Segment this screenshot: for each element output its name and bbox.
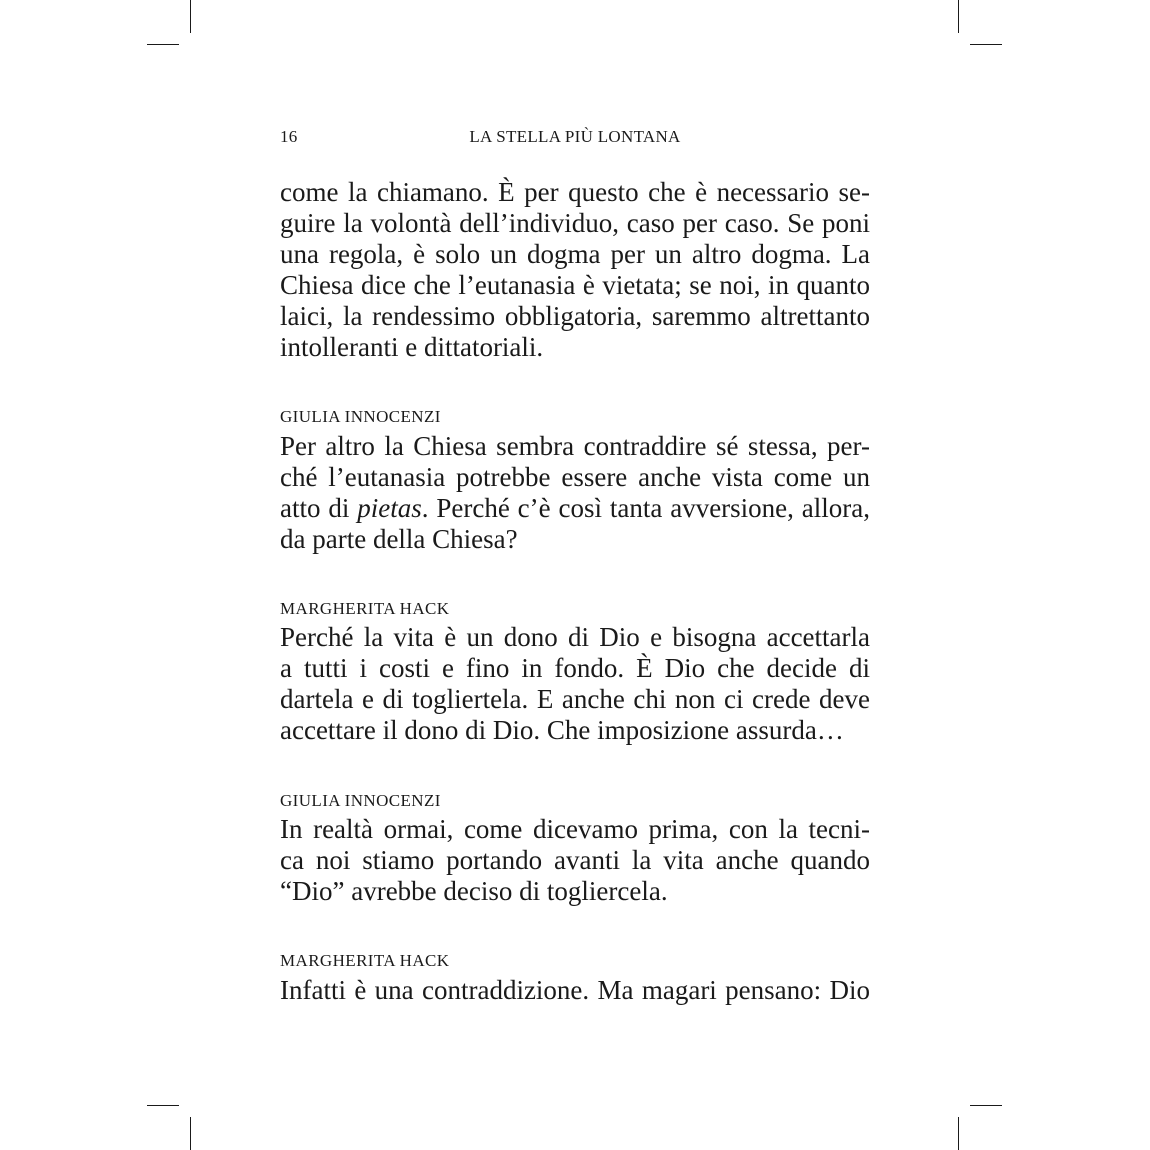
paragraph-line: ché l’eutanasia potrebbe essere anche vista come un <box>280 462 870 492</box>
paragraph-line: Perché la vita è un dono di Dio e bisogna accettarla <box>280 622 870 652</box>
paragraph-line: a tutti i costi e fino in fondo. È Dio che decide di <box>280 653 870 683</box>
paragraph-continuation <box>280 177 870 363</box>
speaker-paragraph <box>280 975 870 1006</box>
paragraph-line: Per altro la Chiesa sembra contraddire sé stessa, per- <box>280 431 870 461</box>
speaker-paragraph <box>280 431 870 555</box>
running-title: LA STELLA PIÙ LONTANA <box>469 127 681 146</box>
speaker-paragraph <box>280 814 870 907</box>
paragraph-line: “Dio” avrebbe deciso di togliercela. <box>280 876 668 906</box>
speaker-label: GIULIA INNOCENZI <box>280 791 441 810</box>
crop-mark-top-left-vertical <box>190 0 191 33</box>
speaker-label: GIULIA INNOCENZI <box>280 407 441 426</box>
paragraph-line: dartela e di togliertela. E anche chi non ci crede deve <box>280 684 870 714</box>
paragraph-line: Infatti è una contraddizione. Ma magari pensano: Dio <box>280 975 870 1005</box>
paragraph-line: accettare il dono di Dio. Che imposizione assurda… <box>280 715 844 745</box>
paragraph-line: come la chiamano. È per questo che è necessario se- <box>280 177 870 207</box>
page-number: 16 <box>280 127 298 146</box>
crop-mark-bottom-right-vertical <box>958 1117 959 1150</box>
line-text: . Perché c’è così tanta avversione, allora, <box>421 493 870 523</box>
paragraph-line: Chiesa dice che l’eutanasia è vietata; se noi, in quanto <box>280 270 870 300</box>
crop-mark-bottom-left-horizontal <box>147 1105 179 1106</box>
crop-mark-top-right-horizontal <box>970 44 1002 45</box>
speaker-paragraph <box>280 622 870 746</box>
crop-mark-top-right-vertical <box>958 0 959 33</box>
running-header <box>280 127 870 151</box>
speaker-label: MARGHERITA HACK <box>280 599 450 618</box>
crop-mark-bottom-left-vertical <box>190 1117 191 1150</box>
italic-term: pietas <box>357 493 422 523</box>
paragraph-line: guire la volontà dell’individuo, caso per caso. Se poni <box>280 208 870 238</box>
paragraph-line: intolleranti e dittatoriali. <box>280 332 544 362</box>
crop-mark-top-left-horizontal <box>147 44 179 45</box>
speaker-label: MARGHERITA HACK <box>280 951 450 970</box>
line-text: atto di <box>280 493 358 523</box>
paragraph-line <box>280 493 870 524</box>
paragraph-line: ca noi stiamo portando avanti la vita anche quando <box>280 845 870 875</box>
paragraph-line: In realtà ormai, come dicevamo prima, con la tecni- <box>280 814 870 844</box>
paragraph-line: da parte della Chiesa? <box>280 524 518 554</box>
crop-mark-bottom-right-horizontal <box>970 1105 1002 1106</box>
paragraph-line: una regola, è solo un dogma per un altro dogma. La <box>280 239 870 269</box>
paragraph-line: laici, la rendessimo obbligatoria, saremmo altrettanto <box>280 301 870 331</box>
